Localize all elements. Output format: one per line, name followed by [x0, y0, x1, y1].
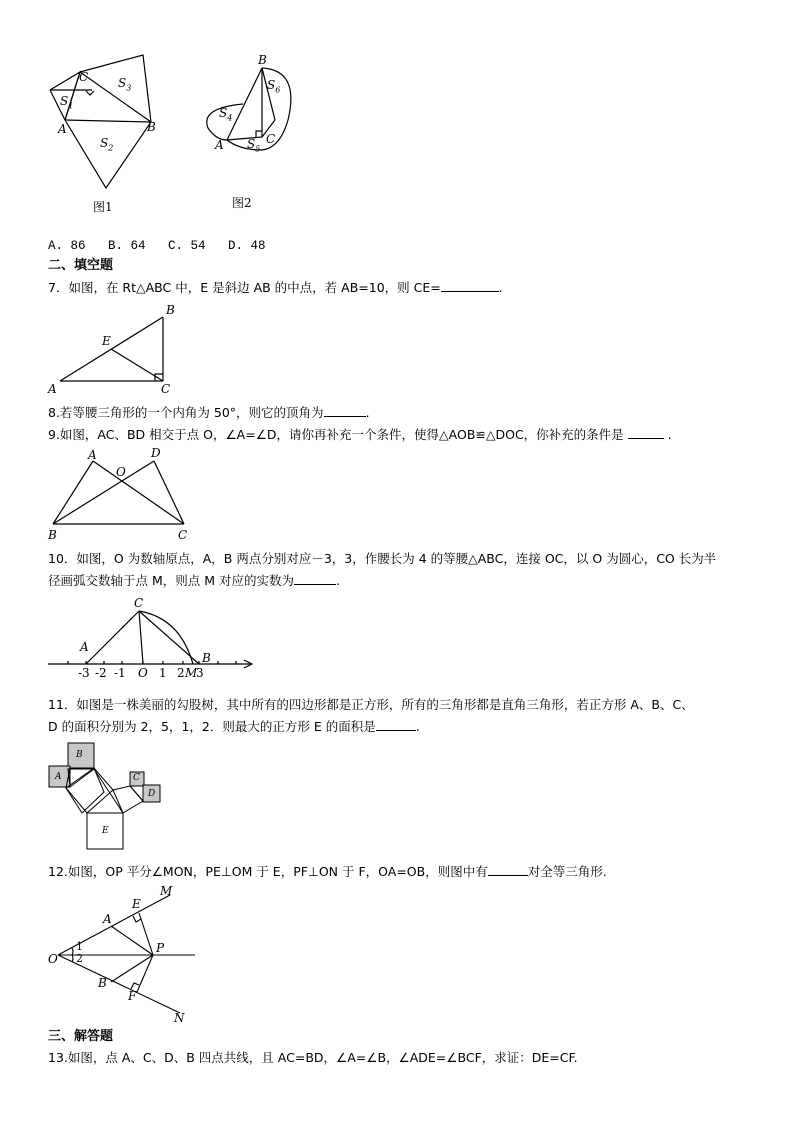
q9-label-B: B: [48, 528, 57, 542]
q12-text: 12.如图，OP 平分∠MON，PE⊥OM 于 E，PF⊥ON 于 F，OA=OB，则图中有 对全等三角形.: [48, 864, 607, 879]
q7-label-A: A: [48, 382, 57, 396]
fig1-label-S3: $S_3$: [118, 76, 132, 93]
tick-label: 2: [177, 666, 185, 680]
fig2-label-S5: $S_5$: [247, 137, 261, 154]
q11-line1: 11．如图是一株美丽的勾股树，其中所有的四边形都是正方形，所有的三角形都是直角三角形，若正方形 A、B、C、: [48, 697, 694, 712]
fig2-label-B: B: [258, 53, 267, 67]
fig1-label-S2: $S_2$: [100, 136, 114, 153]
tick-label: O: [138, 666, 148, 680]
q12-label-P: P: [156, 941, 165, 955]
fig2-label-C: C: [266, 132, 276, 146]
q12-label-E: E: [132, 897, 141, 911]
q12-label-A: A: [103, 912, 112, 926]
q11-label-A: A: [55, 772, 62, 782]
section2-title: 二、填空题: [48, 258, 114, 273]
fig2-label-S6: $S_6$: [267, 78, 281, 95]
q10-label-C: C: [134, 596, 144, 610]
q9-label-D: D: [151, 446, 161, 460]
q6-options: A. 86 B. 64 C. 54 D. 48: [48, 239, 266, 253]
q12-label-B: B: [98, 976, 107, 990]
q12-label-M: M: [160, 884, 173, 898]
q7-label-E: E: [102, 334, 111, 348]
fig2-caption: 图2: [232, 196, 252, 210]
q7-text: 7．如图，在 Rt△ABC 中，E 是斜边 AB 的中点，若 AB=10，则 CE= .: [48, 280, 503, 295]
section3-title: 三、解答题: [48, 1029, 114, 1044]
q11-line2: D 的面积分别为 2，5，1，2．则最大的正方形 E 的面积是 .: [48, 719, 420, 734]
tick-label: -2: [95, 666, 107, 680]
fig1-label-S1: $S_1$: [60, 94, 74, 111]
q9-label-A: A: [88, 448, 97, 462]
tick-label: M: [185, 666, 198, 680]
q12-label-one: 1: [76, 940, 83, 953]
tick-label: 3: [196, 666, 204, 680]
q10-label-B: B: [202, 651, 211, 665]
q12-label-two: 2: [76, 952, 83, 965]
tick-label: -1: [114, 666, 126, 680]
q11-label-E: E: [102, 826, 109, 836]
q10-line2: 径画弧交数轴于点 M，则点 M 对应的实数为 .: [48, 573, 340, 588]
q11-label-B: B: [76, 750, 83, 760]
q8-text: 8.若等腰三角形的一个内角为 50°，则它的顶角为 .: [48, 405, 370, 420]
q11-label-D: D: [148, 789, 156, 799]
q12-label-F: F: [128, 989, 137, 1003]
fig2-label-S4: $S_4$: [219, 106, 233, 123]
q9-label-O: O: [116, 465, 126, 479]
fig1-label-C: C: [79, 70, 89, 84]
tick-label: 1: [159, 666, 167, 680]
q7-label-B: B: [166, 303, 175, 317]
q11-label-C: C: [133, 773, 140, 783]
fig1-label-B: B: [147, 120, 156, 134]
q10-line1: 10．如图，O 为数轴原点，A，B 两点分别对应－3，3，作腰长为 4 的等腰△ABC，连接 OC，以 O 为圆心，CO 长为半: [48, 551, 717, 566]
fig1-label-A: A: [58, 122, 67, 136]
q12-label-N: N: [174, 1011, 185, 1025]
fig1-caption: 图1: [93, 200, 113, 214]
fig2-label-A: A: [215, 138, 224, 152]
tick-label: -3: [78, 666, 90, 680]
q12-label-O: O: [48, 952, 58, 966]
q13-text: 13.如图，点 A、C、D、B 四点共线，且 AC=BD，∠A=∠B，∠ADE=∠BCF，求证：DE=CF.: [48, 1050, 578, 1065]
q10-label-A: A: [80, 640, 89, 654]
q9-label-C: C: [178, 528, 188, 542]
q7-label-C: C: [161, 382, 171, 396]
q9-text: 9.如图，AC、BD 相交于点 O，∠A=∠D，请你再补充一个条件，使得△AOB≌△DOC，你补充的条件是 .: [48, 427, 672, 442]
